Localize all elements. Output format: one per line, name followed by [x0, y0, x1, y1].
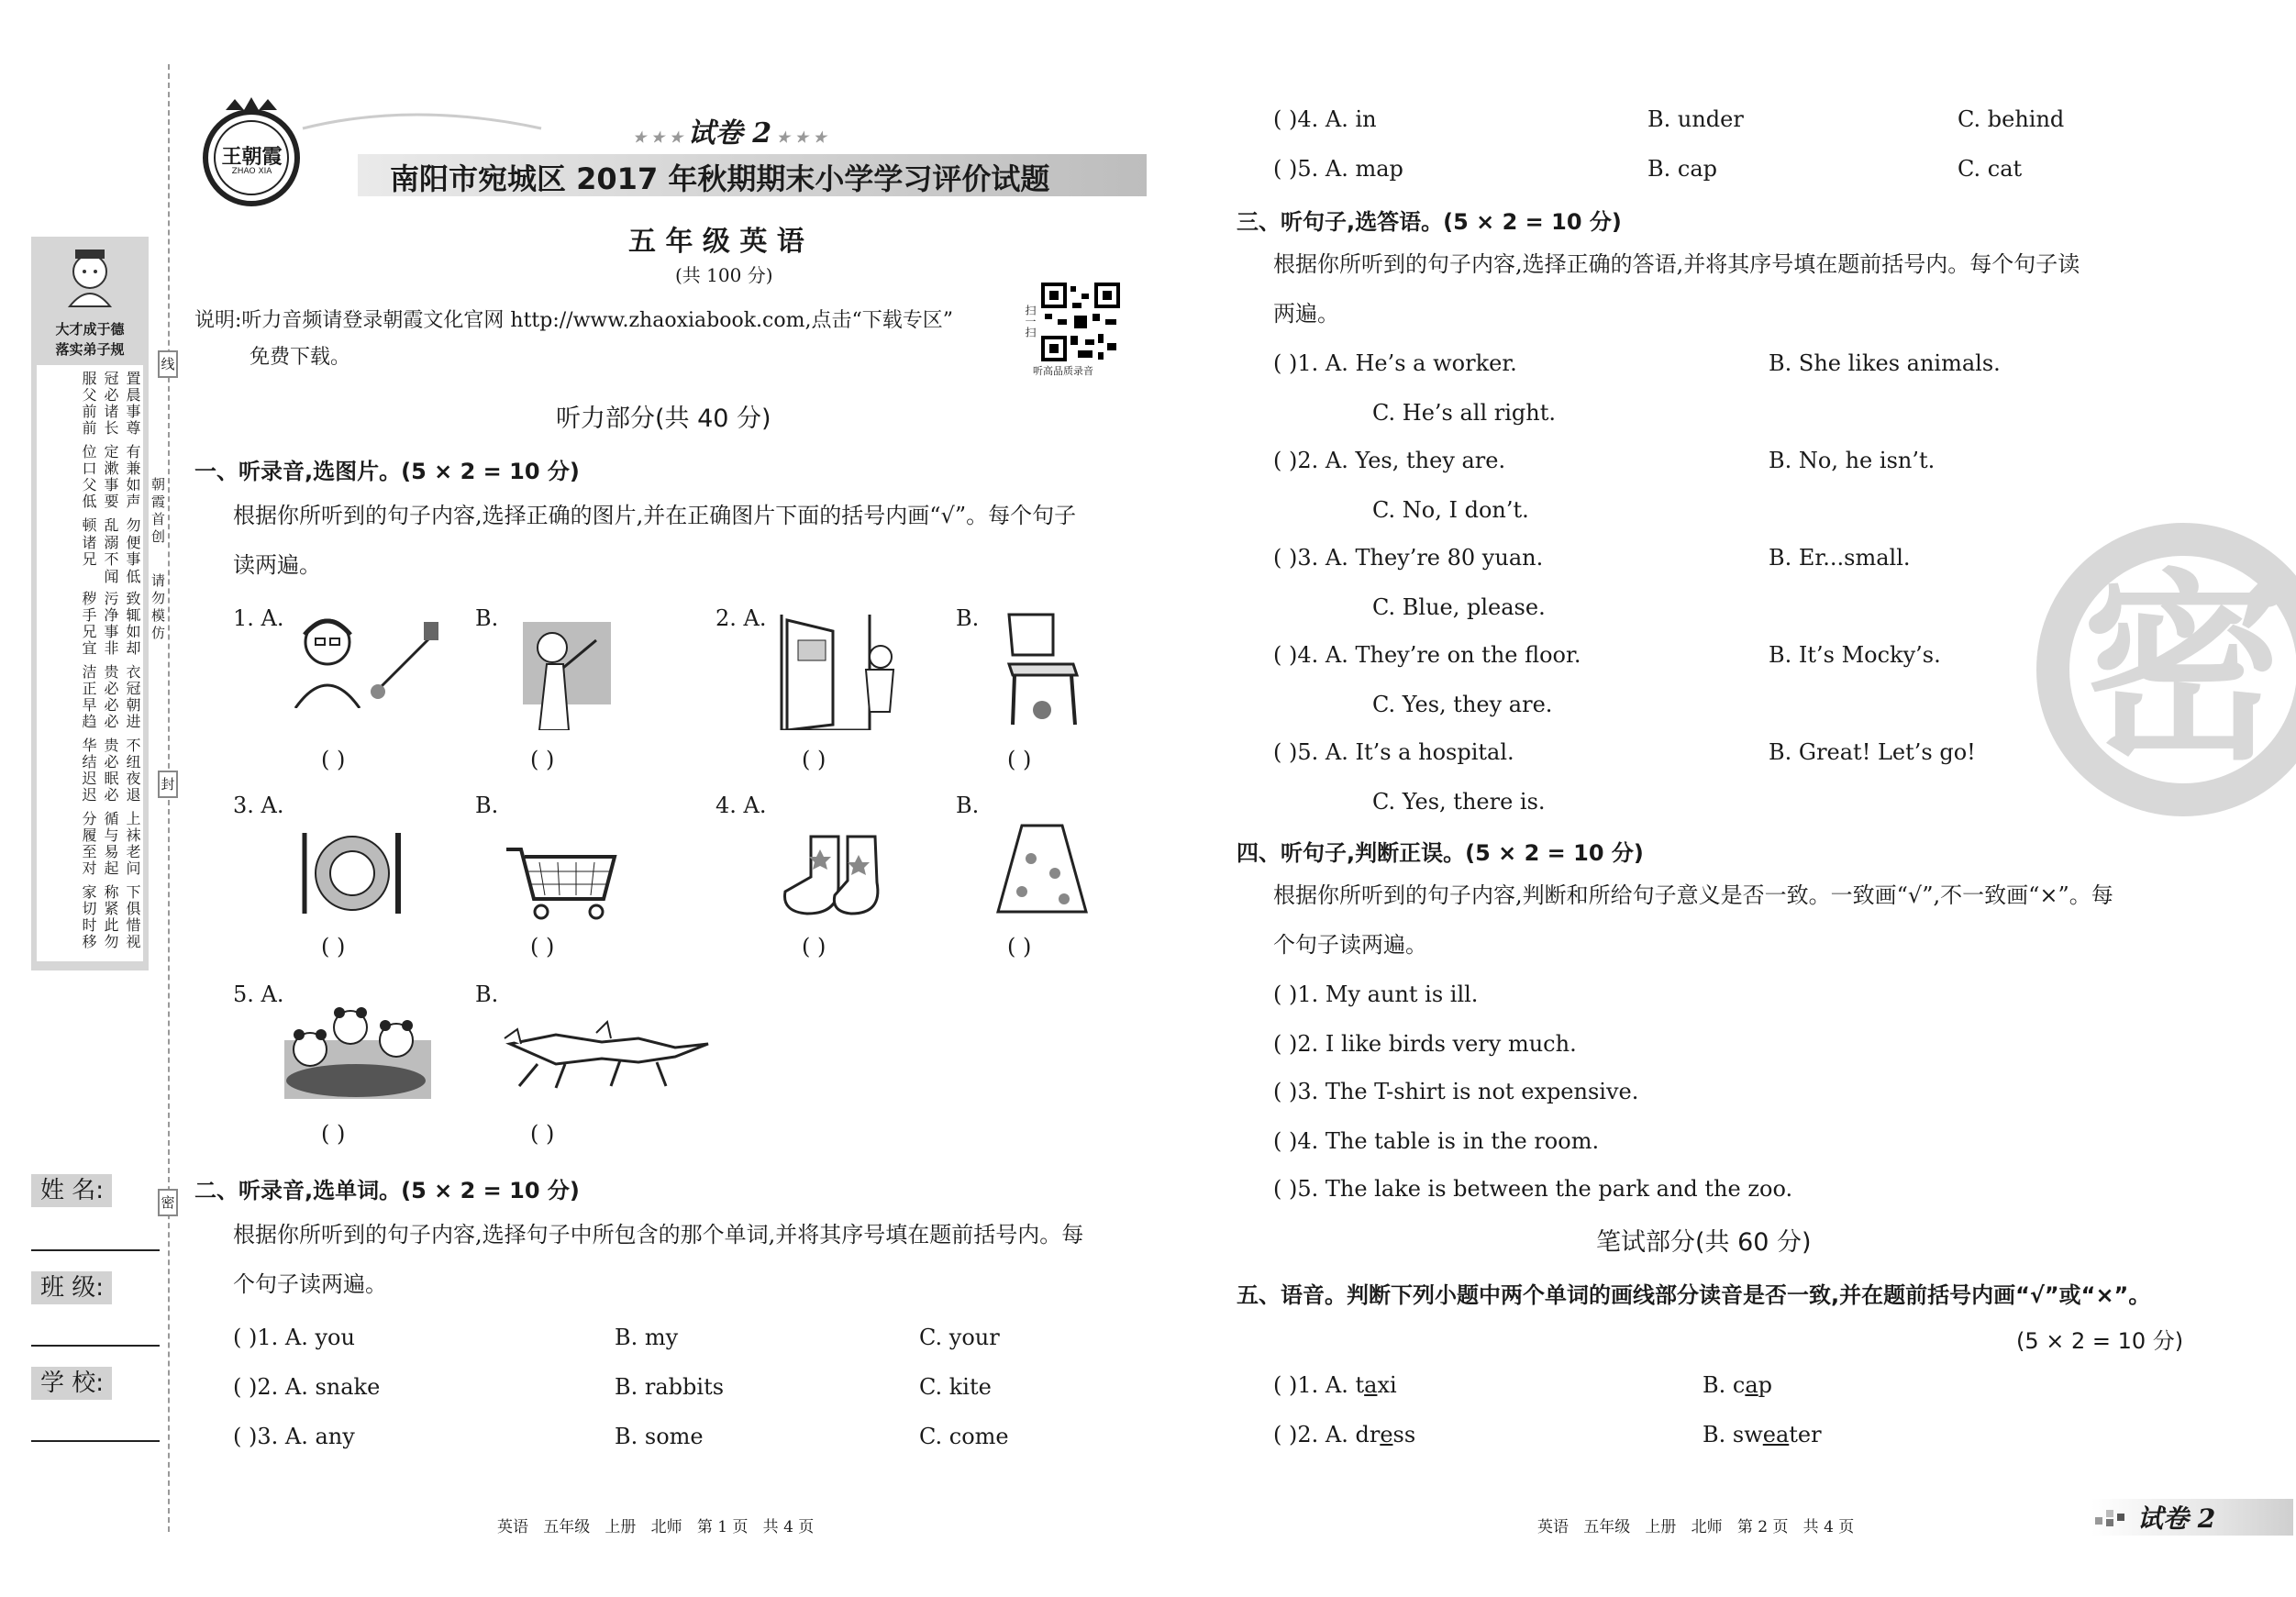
socks-picture	[774, 831, 903, 917]
question-option-a: ( )5. A. It’s a hospital.	[1273, 739, 1514, 765]
cut-mark-line: 线	[158, 350, 178, 378]
chair-picture	[1000, 609, 1092, 728]
section-5-score: (5 × 2 = 10 分)	[2016, 1328, 2184, 1354]
option-c: C. your	[919, 1325, 1000, 1350]
option-b: B. my	[615, 1325, 679, 1350]
section-4-instruction-2: 个句子读两遍。	[1273, 932, 1427, 958]
motto-line-1: 大才成于德	[55, 321, 125, 338]
listening-heading: 听力部分(共 40 分)	[556, 405, 771, 433]
answer-paren[interactable]: ( )	[530, 747, 555, 772]
section-3-heading: 三、听句子,选答语。(5 × 2 = 10 分)	[1237, 209, 1622, 235]
judge-item: ( )3. The T-shirt is not expensive.	[1273, 1079, 1639, 1104]
judge-item: ( )1. My aunt is ill.	[1273, 981, 1479, 1007]
question-number: ( )3. A. any	[233, 1424, 355, 1449]
judge-item: ( )4. The table is in the room.	[1273, 1128, 1600, 1154]
section-5-heading: 五、语音。判断下列小题中两个单词的画线部分读音是否一致,并在题前括号内画“√”或“×”。	[1237, 1282, 2151, 1308]
pic-label: 1. A.	[233, 605, 284, 631]
poem-row: 衣贵洁 冠必正 朝必早 进必趋	[80, 664, 141, 728]
side-note-original: 朝霞首创	[150, 477, 166, 547]
option-b: B. rabbits	[615, 1374, 725, 1400]
poem-row: 勿乱顿 便溺诸 事不兄 低闻	[80, 517, 141, 584]
side-note-no-copy: 请勿模仿	[150, 573, 166, 643]
pic-label: B.	[475, 981, 499, 1007]
class-field[interactable]	[31, 1345, 160, 1347]
judge-item: ( )2. I like birds very much.	[1273, 1031, 1577, 1057]
phonics-option-b: B. cap	[1703, 1372, 1773, 1398]
qr-caption: 扫一扫	[1024, 305, 1037, 338]
question-option-a: ( )1. A. He’s a worker.	[1273, 350, 1517, 376]
judge-item: ( )5. The lake is between the park and the zoo.	[1273, 1176, 1793, 1202]
pic-label: B.	[956, 605, 980, 631]
school-field[interactable]	[31, 1440, 160, 1442]
pic-label: 3. A.	[233, 793, 284, 818]
question-option-a: ( )4. A. They’re on the floor.	[1273, 642, 1581, 668]
pic-label: 5. A.	[233, 981, 284, 1007]
binding-margin	[0, 0, 170, 1597]
answer-paren[interactable]: ( )	[321, 1121, 346, 1147]
question-number: ( )2. A. snake	[233, 1374, 381, 1400]
cut-line	[168, 64, 170, 1532]
pic-label: 2. A.	[715, 605, 767, 631]
option-b: B. She likes animals.	[1769, 350, 2001, 376]
pandas-picture	[283, 1004, 435, 1101]
option-b: B. some	[615, 1424, 704, 1449]
door-picture	[778, 615, 906, 730]
option-c: C. come	[919, 1424, 1009, 1449]
option-b: B. It’s Mocky’s.	[1769, 642, 1941, 668]
answer-paren[interactable]: ( )	[321, 934, 346, 959]
option-b: B. Er...small.	[1769, 545, 1911, 571]
option-b: B. cap	[1647, 156, 1718, 182]
option-c: C. behind	[1958, 106, 2065, 132]
answer-paren[interactable]: ( )	[802, 747, 826, 772]
section-2-instruction-2: 个句子读两遍。	[233, 1271, 387, 1297]
instruction-note-2: 免费下载。	[250, 346, 351, 369]
name-field[interactable]	[31, 1249, 160, 1251]
option-c: C. Yes, there is.	[1372, 789, 1546, 815]
poem-row: 上循分 袜与履 老易至 问起对	[80, 811, 141, 875]
class-label: 班 级:	[31, 1271, 112, 1304]
section-3-instruction: 根据你所听到的句子内容,选择正确的答语,并将其序号填在题前括号内。每个句子读	[1273, 251, 2080, 277]
poem-row: 有定位 兼漱口 如事父 声要低	[80, 444, 141, 508]
star-icon: ★ ★ ★	[771, 128, 826, 146]
skirt-picture	[994, 822, 1090, 917]
question-number: ( )5. A. map	[1273, 156, 1403, 182]
cut-mark-seal: 封	[158, 771, 178, 798]
answer-paren[interactable]: ( )	[1007, 747, 1032, 772]
name-label: 姓 名:	[31, 1174, 112, 1207]
section-3-instruction-2: 两遍。	[1273, 301, 1339, 327]
foxes-picture	[501, 1016, 712, 1090]
subject-title: 五 年 级 英 语	[628, 226, 804, 258]
plate-picture	[295, 829, 405, 917]
option-c: C. kite	[919, 1374, 992, 1400]
stamp-char: 密	[2082, 552, 2285, 787]
total-score: (共 100 分)	[675, 264, 773, 286]
section-4-instruction: 根据你所听到的句子内容,判断和所给句子意义是否一致。一致画“√”,不一致画“×”。每	[1273, 882, 2113, 908]
pic-label: 4. A.	[715, 793, 767, 818]
answer-paren[interactable]: ( )	[530, 1121, 555, 1147]
answer-paren[interactable]: ( )	[1007, 934, 1032, 959]
phonics-item: ( )2. A. dress	[1273, 1422, 1416, 1447]
option-b: B. Great! Let’s go!	[1769, 739, 1976, 765]
poem-row: 置冠服 晨必父 事诸前 尊长前	[80, 371, 141, 435]
teacher-blackboard-picture	[523, 620, 615, 730]
instruction-note: 说明:听力音频请登录朝霞文化官网 http://www.zhaoxiabook.com,点击“下载专区”	[194, 309, 953, 332]
section-4-heading: 四、听句子,判断正误。(5 × 2 = 10 分)	[1237, 840, 1644, 866]
pic-label: B.	[956, 793, 980, 818]
poem-row: 不贵华 纽必结 夜眠迟 退必迟	[80, 738, 141, 802]
scholar-illustration	[57, 244, 123, 308]
section-1-heading: 一、听录音,选图片。(5 × 2 = 10 分)	[194, 459, 580, 484]
school-label: 学 校:	[31, 1367, 112, 1400]
answer-paren[interactable]: ( )	[802, 934, 826, 959]
poem-row: 致污秽 辄净手 如事兄 却非宜	[80, 591, 141, 655]
option-b: B. under	[1647, 106, 1744, 132]
pic-label: B.	[475, 793, 499, 818]
pic-label: B.	[475, 605, 499, 631]
option-c: C. He’s all right.	[1372, 400, 1557, 426]
section-2-heading: 二、听录音,选单词。(5 × 2 = 10 分)	[194, 1178, 580, 1203]
section-2-instruction: 根据你所听到的句子内容,选择句子中所包含的那个单词,并将其序号填在题前括号内。每	[233, 1222, 1084, 1248]
answer-paren[interactable]: ( )	[321, 747, 346, 772]
corner-dots-icon	[2095, 1506, 2132, 1528]
answer-paren[interactable]: ( )	[530, 934, 555, 959]
option-c: C. cat	[1958, 156, 2023, 182]
written-heading: 笔试部分(共 60 分)	[1596, 1228, 1812, 1257]
page-footer-right: 英语 五年级 上册 北师 第 2 页 共 4 页	[1537, 1518, 1855, 1536]
question-number: ( )1. A. you	[233, 1325, 355, 1350]
phonics-item: ( )1. A. taxi	[1273, 1372, 1397, 1398]
question-number: ( )4. A. in	[1273, 106, 1377, 132]
star-icon: ★ ★ ★	[633, 128, 688, 146]
question-option-a: ( )3. A. They’re 80 yuan.	[1273, 545, 1544, 571]
poem-row: 下称家 俱紧切 惜此时 视勿移	[80, 884, 141, 948]
corner-tag: 试卷 2	[2137, 1503, 2216, 1534]
poem-box	[37, 365, 143, 961]
exam-title: 南阳市宛城区 2017 年秋期期末小学学习评价试题	[390, 161, 1050, 196]
shopping-cart-picture	[503, 844, 620, 921]
page-footer-left: 英语 五年级 上册 北师 第 1 页 共 4 页	[497, 1518, 815, 1536]
section-1-instruction: 根据你所听到的句子内容,选择正确的图片,并在正确图片下面的括号内画“√”。每个句子	[233, 503, 1077, 528]
option-c: C. No, I don’t.	[1372, 497, 1529, 523]
cut-mark-secret: 密	[158, 1189, 178, 1216]
qr-caption-2: 听高品质录音	[1033, 365, 1093, 377]
logo-sub: ZHAO XIA	[231, 167, 272, 176]
phonics-option-b: B. sweater	[1703, 1422, 1822, 1447]
motto-strip	[31, 237, 149, 970]
logo-text: 王朝霞	[221, 145, 283, 169]
option-b: B. No, he isn’t.	[1769, 448, 1936, 473]
section-1-instruction-2: 读两遍。	[233, 552, 321, 578]
option-c: C. Blue, please.	[1372, 594, 1546, 620]
option-c: C. Yes, they are.	[1372, 692, 1553, 717]
question-option-a: ( )2. A. Yes, they are.	[1273, 448, 1506, 473]
motto-line-2: 落实弟子规	[55, 341, 125, 358]
doctor-stethoscope-picture	[286, 607, 451, 708]
paper-tag: ★ ★ ★ 试卷 2 ★ ★ ★	[633, 117, 826, 150]
qr-code[interactable]	[1041, 283, 1120, 361]
